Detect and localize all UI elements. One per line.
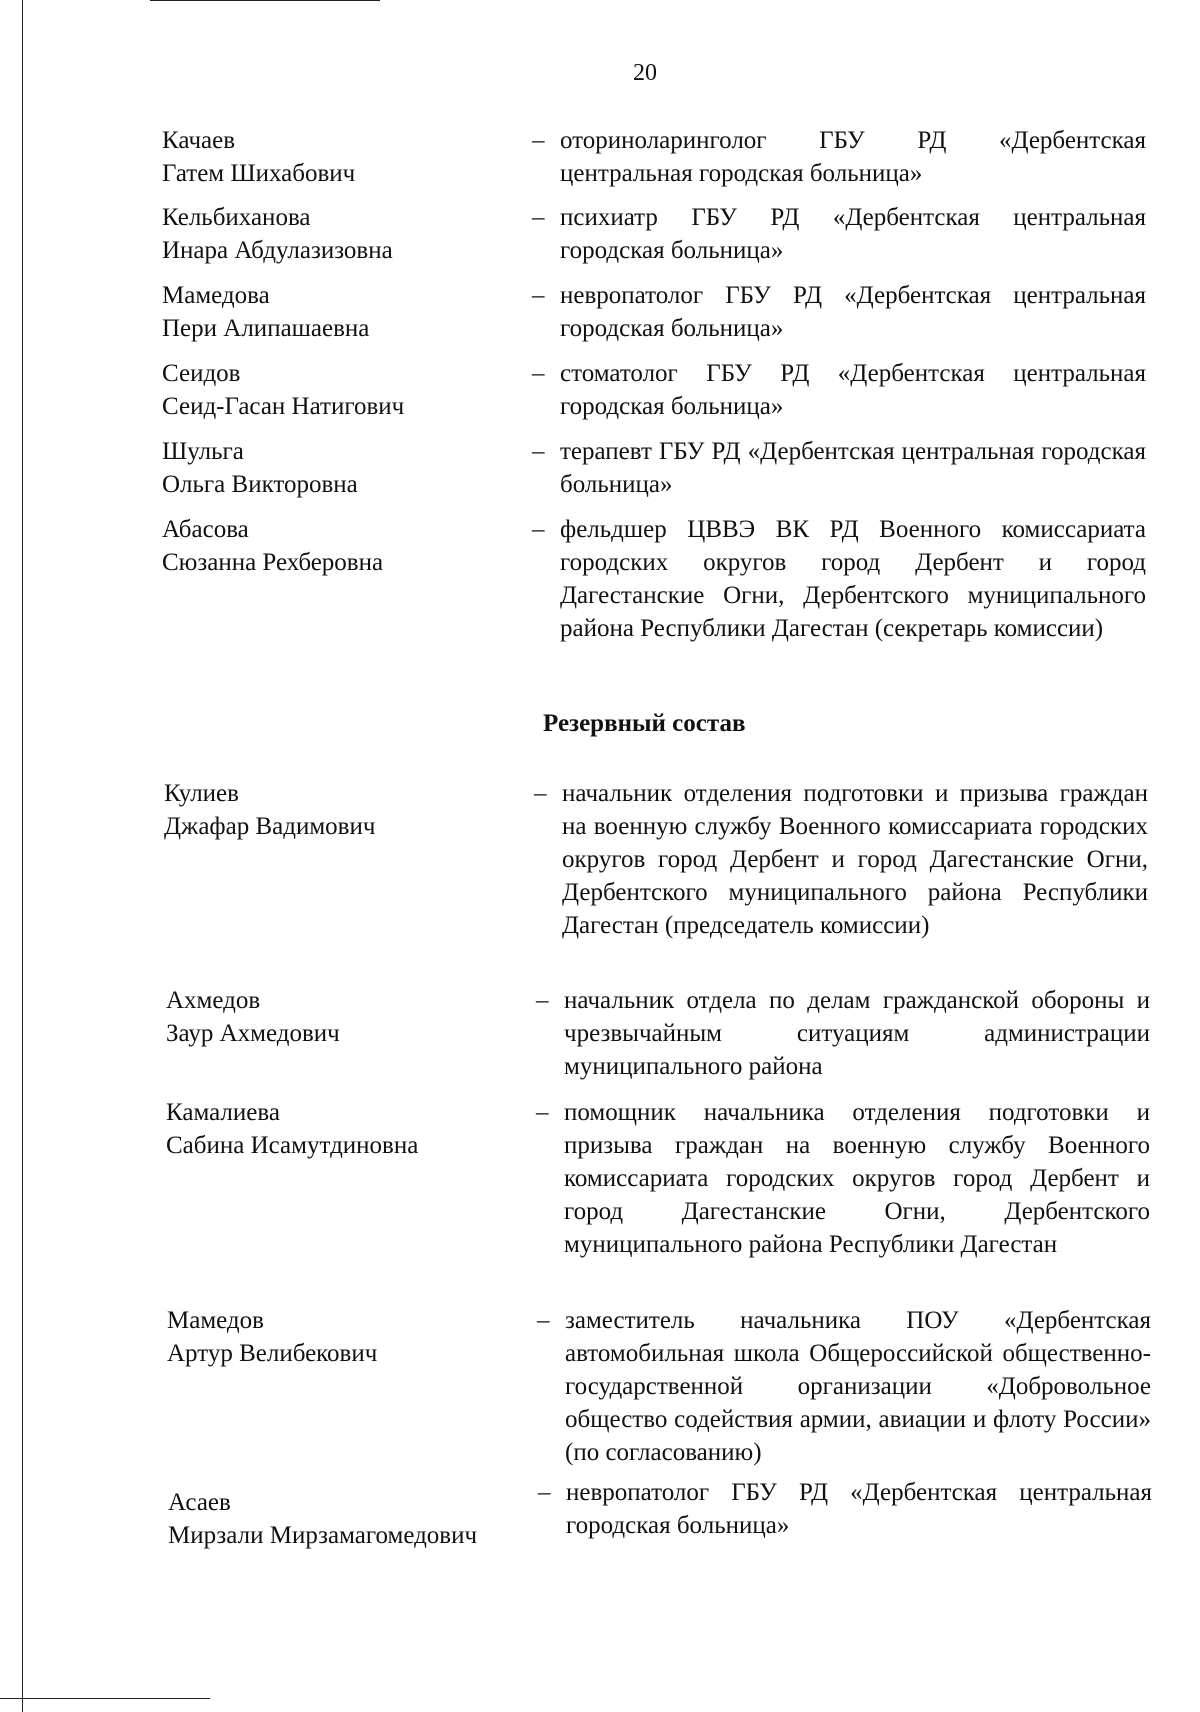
member-role: помощник начальника отделения подготовки и призыва граждан на военную службу Военного комиссариата городских округов город Дербент и город Дагестанские Огни, Дербентского муниципального района Республики Дагестан [564,1099,1150,1258]
member-name [168,1476,538,1552]
member-role: невропатолог ГБУ РД «Дербентская центральная городская больница» [566,1479,1152,1539]
member-given-name: Сабина Исамутдиновна [166,1132,419,1159]
member-surname: Мамедова [162,282,270,309]
member-surname: Мамедов [167,1307,264,1334]
page-number: 20 [633,60,657,86]
member-given-name: Инара Абдулазизовна [162,237,393,264]
member-name [166,984,536,1083]
reserve-heading: Резервный состав [543,710,746,737]
separator-dash: – [532,282,545,309]
separator-dash: – [532,360,545,387]
member-role: оториноларинголог ГБУ РД «Дербентская центральная городская больница» [560,127,1146,187]
member-entry [162,279,1162,345]
separator-dash: – [532,438,545,465]
member-name [164,777,534,942]
separator-dash: – [538,1479,551,1506]
member-surname: Шульга [162,438,244,465]
member-role: психиатр ГБУ РД «Дербентская центральная городская больница» [560,204,1146,264]
reserve-member-entry [166,984,1166,1083]
reserve-member-entry [168,1476,1168,1552]
separator-dash: – [532,516,545,543]
member-name [162,124,532,190]
reserve-member-entry [167,1304,1167,1469]
scan-edge-bottom [0,1698,210,1699]
member-surname: Сеидов [162,360,241,387]
member-role: заместитель начальника ПОУ «Дербентская автомобильная школа Общероссийской общественно-государственной организации «Добровольное общество содействия армии, авиации и флоту России» (по согласованию) [565,1307,1151,1466]
member-given-name: Заур Ахмедович [166,1020,340,1047]
reserve-member-entry [166,1096,1166,1261]
member-surname: Ахмедов [166,987,261,1014]
member-entry [162,124,1162,190]
member-surname: Асаев [168,1489,231,1516]
member-entry [162,435,1162,501]
member-given-name: Мирзали Мирзамагомедович [168,1522,478,1549]
member-role: невропатолог ГБУ РД «Дербентская центральная городская больница» [560,282,1146,342]
member-name [162,435,532,501]
member-given-name: Сеид-Гасан Натигович [162,393,405,420]
member-name [162,513,532,645]
reserve-member-entry [164,777,1164,942]
separator-dash: – [536,1099,549,1126]
scan-edge-left [22,0,23,1712]
member-surname: Кулиев [164,780,239,807]
member-role: терапевт ГБУ РД «Дербентская центральная городская больница» [560,438,1146,498]
member-surname: Кельбиханова [162,204,311,231]
member-role: начальник отделения подготовки и призыва граждан на военную службу Военного комиссариата городских округов город Дербент и город Дагестанские Огни, Дербентского муниципального района Республики Дагестан (председатель комиссии) [562,780,1148,939]
member-name [162,279,532,345]
separator-dash: – [534,780,547,807]
member-entry [162,513,1162,645]
member-surname: Качаев [162,127,236,154]
separator-dash: – [532,127,545,154]
member-name [167,1304,537,1469]
member-given-name: Ольга Викторовна [162,471,358,498]
member-name [162,357,532,423]
member-given-name: Джафар Вадимович [164,813,376,840]
separator-dash: – [532,204,545,231]
member-role: начальник отдела по делам гражданской обороны и чрезвычайным ситуациям администрации муниципального района [564,987,1150,1080]
member-role: фельдшер ЦВВЭ ВК РД Военного комиссариата городских округов город Дербент и город Дагестанские Огни, Дербентского муниципального района Республики Дагестан (секретарь комиссии) [560,516,1146,642]
member-given-name: Сюзанна Рехберовна [162,549,384,576]
member-given-name: Гатем Шихабович [162,160,356,187]
member-name [166,1096,536,1261]
member-entry [162,357,1162,423]
member-given-name: Пери Алипашаевна [162,315,370,342]
member-surname: Абасова [162,516,249,543]
member-entry [162,201,1162,267]
member-given-name: Артур Велибекович [167,1340,378,1367]
separator-dash: – [537,1307,550,1334]
scan-edge-top [150,0,380,1]
member-name [162,201,532,267]
member-surname: Камалиева [166,1099,280,1126]
separator-dash: – [536,987,549,1014]
member-role: стоматолог ГБУ РД «Дербентская центральная городская больница» [560,360,1146,420]
